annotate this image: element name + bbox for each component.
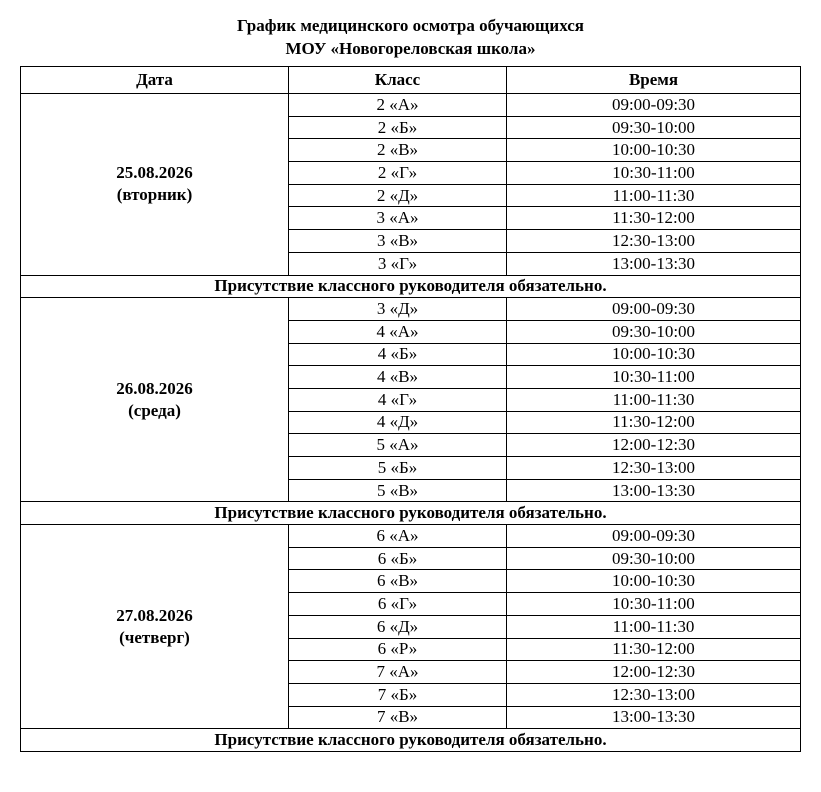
time-cell: 13:00-13:30 (507, 479, 801, 502)
date-cell (21, 525, 289, 729)
time-cell: 10:30-11:00 (507, 593, 801, 616)
weekday-value: (среда) (128, 400, 181, 420)
time-cell: 11:00-11:30 (507, 184, 801, 207)
class-cell: 4 «А» (289, 320, 507, 343)
time-cell: 11:30-12:00 (507, 207, 801, 230)
school-name: МОУ «Новогореловская школа» (285, 39, 536, 58)
teacher-presence-note: Присутствие классного руководителя обязательно. (21, 729, 801, 752)
time-cell: 12:30-13:00 (507, 230, 801, 253)
time-cell: 09:30-10:00 (507, 320, 801, 343)
time-cell: 11:00-11:30 (507, 388, 801, 411)
time-cell: 11:30-12:00 (507, 411, 801, 434)
note-row (21, 275, 801, 298)
class-cell: 2 «Б» (289, 116, 507, 139)
header-class: Класс (289, 67, 507, 94)
date-value: 26.08.2026 (116, 378, 193, 398)
class-cell: 5 «А» (289, 434, 507, 457)
note-row (21, 729, 801, 752)
class-cell: 6 «Р» (289, 638, 507, 661)
class-cell: 7 «Б» (289, 683, 507, 706)
time-cell: 10:30-11:00 (507, 366, 801, 389)
date-cell (21, 298, 289, 502)
class-cell: 2 «А» (289, 94, 507, 117)
table-row (21, 298, 801, 321)
date-value: 25.08.2026 (116, 163, 193, 183)
time-cell: 12:00-12:30 (507, 661, 801, 684)
class-cell: 6 «А» (289, 525, 507, 548)
class-cell: 3 «Г» (289, 252, 507, 275)
time-cell: 12:30-13:00 (507, 683, 801, 706)
weekday-value: (четверг) (119, 627, 190, 647)
time-cell: 13:00-13:30 (507, 252, 801, 275)
time-cell: 11:30-12:00 (507, 638, 801, 661)
time-cell: 10:00-10:30 (507, 570, 801, 593)
class-cell: 6 «Д» (289, 615, 507, 638)
time-cell: 13:00-13:30 (507, 706, 801, 729)
time-cell: 09:00-09:30 (507, 94, 801, 117)
class-cell: 6 «Г» (289, 593, 507, 616)
class-cell: 3 «А» (289, 207, 507, 230)
note-row (21, 502, 801, 525)
class-cell: 3 «Д» (289, 298, 507, 321)
class-cell: 5 «Б» (289, 457, 507, 480)
class-cell: 4 «Б» (289, 343, 507, 366)
time-cell: 12:30-13:00 (507, 457, 801, 480)
time-cell: 12:00-12:30 (507, 434, 801, 457)
schedule-table (20, 66, 801, 752)
class-cell: 6 «Б» (289, 547, 507, 570)
weekday-value: (вторник) (116, 185, 193, 205)
date-cell (21, 94, 289, 276)
schedule-body (21, 94, 801, 752)
date-value: 27.08.2026 (116, 605, 193, 625)
class-cell: 4 «В» (289, 366, 507, 389)
class-cell: 6 «В» (289, 570, 507, 593)
table-row (21, 94, 801, 117)
table-row (21, 525, 801, 548)
time-cell: 10:30-11:00 (507, 162, 801, 185)
class-cell: 4 «Г» (289, 388, 507, 411)
class-cell: 2 «Д» (289, 184, 507, 207)
class-cell: 2 «Г» (289, 162, 507, 185)
class-cell: 5 «В» (289, 479, 507, 502)
time-cell: 09:30-10:00 (507, 547, 801, 570)
time-cell: 10:00-10:30 (507, 139, 801, 162)
class-cell: 7 «В» (289, 706, 507, 729)
time-cell: 09:00-09:30 (507, 525, 801, 548)
header-date: Дата (21, 67, 289, 94)
table-header-row (21, 67, 801, 94)
document-title: График медицинского осмотра обучающихся (237, 16, 584, 35)
time-cell: 09:30-10:00 (507, 116, 801, 139)
class-cell: 7 «А» (289, 661, 507, 684)
header-time: Время (507, 67, 801, 94)
class-cell: 2 «В» (289, 139, 507, 162)
class-cell: 3 «В» (289, 230, 507, 253)
teacher-presence-note: Присутствие классного руководителя обязательно. (21, 502, 801, 525)
time-cell: 09:00-09:30 (507, 298, 801, 321)
teacher-presence-note: Присутствие классного руководителя обязательно. (21, 275, 801, 298)
time-cell: 10:00-10:30 (507, 343, 801, 366)
time-cell: 11:00-11:30 (507, 615, 801, 638)
class-cell: 4 «Д» (289, 411, 507, 434)
